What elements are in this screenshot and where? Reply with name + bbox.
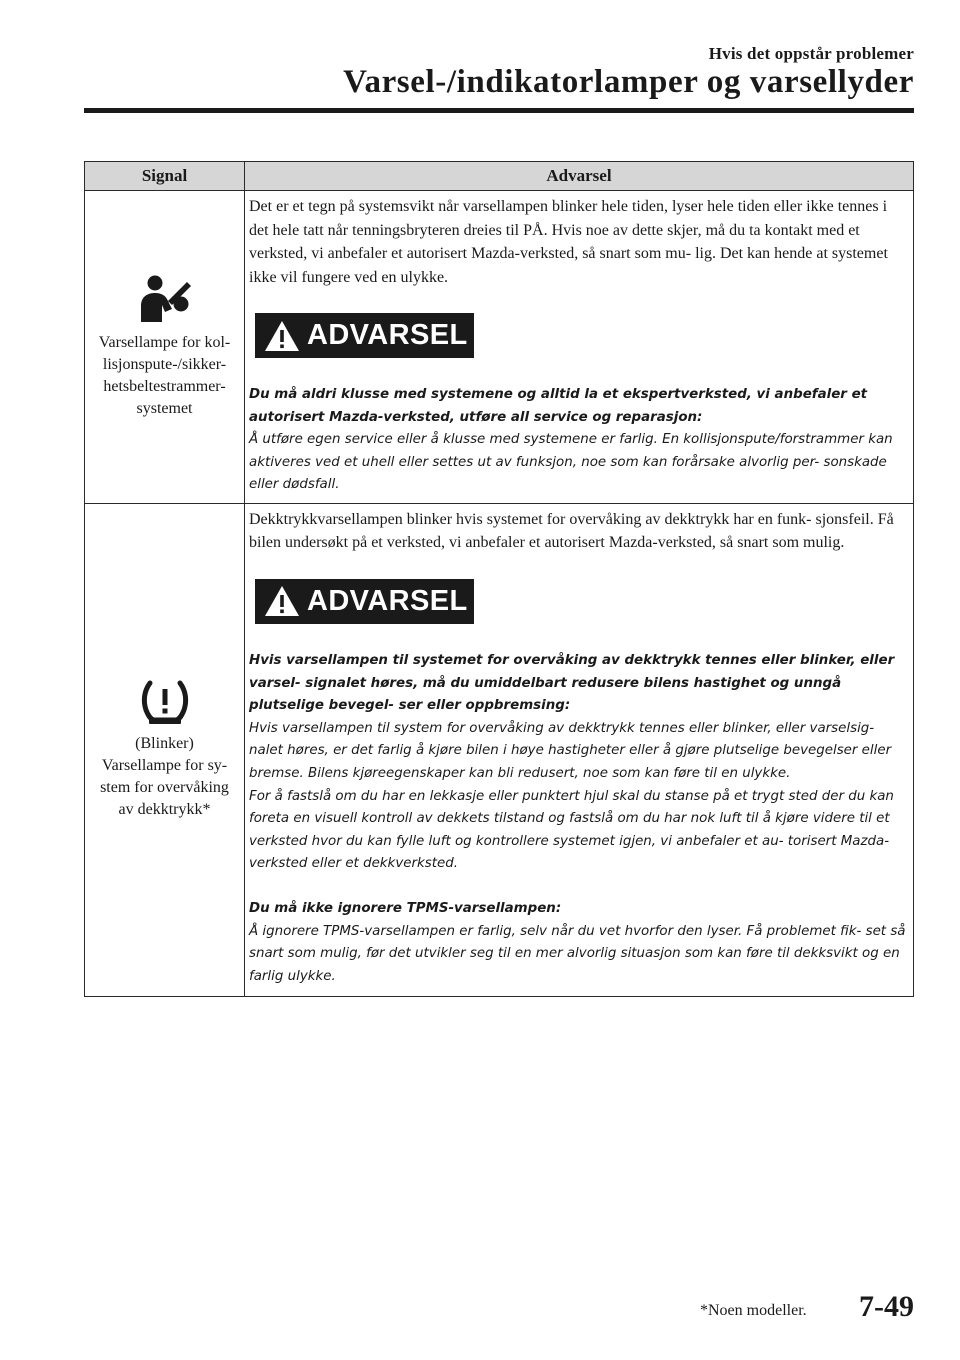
advarsel-label: ADVARSEL	[307, 319, 468, 351]
warning-heading: Hvis varsellampen til systemet for overvåking av dekktrykk tennes eller blinker, eller varsel- signalet høres, må du umiddelbart redusere bilens hastighet og unngå plutselige bevegel- ser eller oppbremsing:	[249, 652, 895, 714]
advarsel-badge	[255, 313, 474, 358]
warning-heading: Du må ikke ignorere TPMS-varsellampen:	[249, 900, 562, 916]
signal-label: systemet	[136, 399, 193, 417]
warning-table	[84, 161, 914, 997]
warning-cell	[245, 503, 914, 996]
spacer	[249, 876, 907, 898]
table-row	[85, 191, 914, 504]
signal-cell	[85, 503, 245, 996]
warning-triangle-icon	[263, 584, 301, 618]
signal-label: av dekktrykk*	[118, 800, 211, 818]
signal-label: (Blinker)	[135, 734, 194, 752]
advarsel-label: ADVARSEL	[307, 584, 468, 617]
warning-intro: Det er et tegn på systemsvikt når varsellampen blinker hele tiden, lyser hele tiden eller ikke tennes i det hele tatt når tenningsbryteren dreies til PÅ. Hvis noe av dette skjer, må du ta kontakt med et verksted, vi anbefaler et autorisert Mazda-verksted, så snart som mu- lig. Det kan hende at systemet ikke vil fungere ved en ulykke.	[249, 198, 888, 286]
signal-label: lisjonspute-/sikker-	[102, 355, 227, 373]
warning-triangle-icon	[263, 319, 301, 353]
warning-intro: Dekktrykkvarsellampen blinker hvis systemet for overvåking av dekktrykk har en funk- sjonsfeil. Få bilen undersøkt på et verksted, vi anbefaler et autorisert Mazda-verksted, så snart som mulig.	[249, 510, 894, 552]
section-title: Hvis det oppstår problemer	[708, 44, 914, 63]
page-title: Varsel-/indikatorlamper og varsellyder	[343, 64, 914, 100]
signal-cell	[85, 191, 245, 504]
page-number: 7-49	[859, 1290, 914, 1323]
advarsel-badge	[255, 579, 474, 624]
header-divider	[84, 108, 914, 113]
signal-label: Varsellampe for kol-	[98, 333, 231, 351]
signal-label: hetsbeltestrammer-	[103, 377, 226, 395]
warning-body: Å utføre egen service eller å klusse med systemene er farlig. En kollisjonspute/forstrammer kan aktiveres ved et uhell eller settes ut av funksjon, noe som kan forårsake alvorlig per- sonskade eller dødsfall.	[249, 432, 893, 493]
airbag-seatbelt-icon	[135, 274, 195, 326]
warning-cell	[245, 191, 914, 504]
column-header-warning: Advarsel	[245, 162, 914, 191]
table-header-row	[85, 162, 914, 191]
warning-body: For å fastslå om du har en lekkasje eller punktert hjul skal du stanse på et trygt sted der du kan foreta en visuell kontroll av dekkets tilstand og fastslå om du har nok luft til å kjøre videre til et verksted hvor du kan fylle luft og kontrollere systemet igjen, vi anbefaler et au- torisert Mazda-verksted eller et dekkverksted.	[249, 788, 894, 872]
signal-label: Varsellampe for sy-	[101, 756, 228, 774]
column-header-signal: Signal	[85, 162, 245, 191]
signal-label: stem for overvåking	[100, 778, 229, 796]
tire-pressure-icon	[138, 679, 192, 727]
footnote: *Noen modeller.	[700, 1302, 807, 1319]
warning-heading: Du må aldri klusse med systemene og alltid la et ekspertverksted, vi anbefaler et autorisert Mazda-verksted, utføre all service og reparasjon:	[249, 387, 868, 425]
warning-body: Hvis varsellampen til system for overvåking av dekktrykk tennes eller blinker, eller varselsig- nalet høres, er det farlig å kjøre bilen i høye hastigheter eller å gjøre plutselige bevegelser eller bremse. Bilens kjøreegenskaper kan bli redusert, noe som kan føre til en ulykke.	[249, 720, 892, 781]
warning-body: Å ignorere TPMS-varsellampen er farlig, selv når du vet hvorfor den lyser. Få problemet fik- set så snart som mulig, før det utvikler seg til en mer alvorlig situasjon som kan føre til dekksvikt og en farlig ulykke.	[249, 923, 906, 984]
table-row	[85, 503, 914, 996]
